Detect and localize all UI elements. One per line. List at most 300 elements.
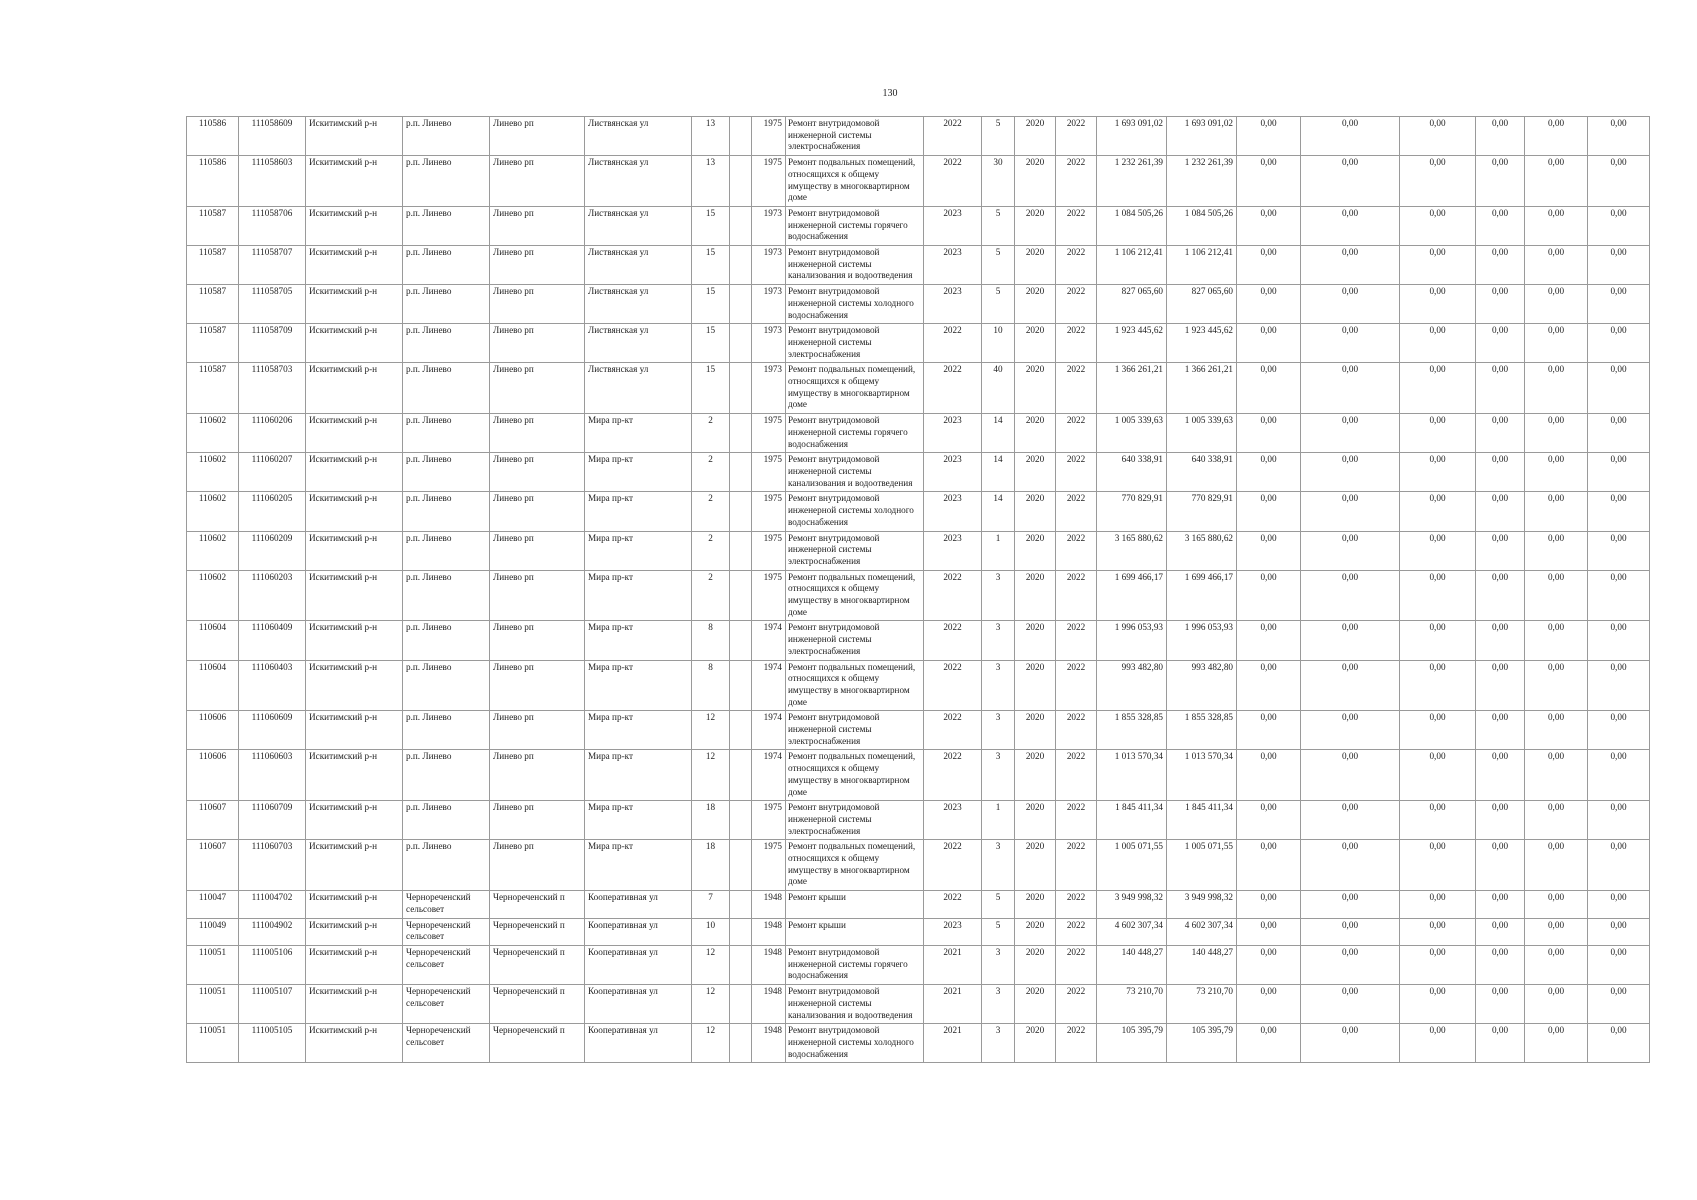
value-cell: 0,00 [1525, 156, 1588, 207]
value-cell: 0,00 [1301, 985, 1400, 1024]
count-cell: 10 [982, 324, 1015, 363]
empty-cell [730, 660, 752, 711]
value-cell: 0,00 [1525, 414, 1588, 453]
value-cell: 0,00 [1301, 117, 1400, 156]
district-cell: Искитимский р-н [306, 156, 403, 207]
street-cell: Мира пр-кт [585, 660, 692, 711]
build-year-cell: 1975 [752, 117, 786, 156]
plan-year-cell: 2023 [924, 453, 982, 492]
value-cell: 0,00 [1400, 117, 1476, 156]
table-row [187, 363, 1650, 414]
count-cell: 14 [982, 453, 1015, 492]
table-row [187, 492, 1650, 531]
object-id-cell: 110587 [187, 324, 239, 363]
empty-cell [730, 1024, 752, 1063]
plan-year-cell: 2023 [924, 285, 982, 324]
value-cell: 0,00 [1588, 985, 1650, 1024]
work-code-cell: 111058609 [239, 117, 306, 156]
value-cell: 0,00 [1400, 918, 1476, 945]
total-cost-cell: 827 065,60 [1097, 285, 1167, 324]
work-type-cell: Ремонт внутридомовой инженерной системы горячего водоснабжения [786, 946, 924, 985]
value-cell: 0,00 [1525, 531, 1588, 570]
empty-cell [730, 621, 752, 660]
street-cell: Мира пр-кт [585, 570, 692, 621]
house-number-cell: 18 [692, 840, 730, 891]
value-cell: 0,00 [1400, 946, 1476, 985]
settlement-cell: р.п. Линево [403, 285, 490, 324]
value-cell: 0,00 [1525, 621, 1588, 660]
value-cell: 0,00 [1588, 531, 1650, 570]
street-cell: Кооперативная ул [585, 1024, 692, 1063]
street-cell: Мира пр-кт [585, 621, 692, 660]
value-cell: 0,00 [1525, 492, 1588, 531]
locality-cell: Линево рп [490, 324, 585, 363]
district-cell: Искитимский р-н [306, 985, 403, 1024]
work-code-cell: 111058705 [239, 285, 306, 324]
value-cell: 0,00 [1525, 750, 1588, 801]
locality-cell: Линево рп [490, 621, 585, 660]
value-cell: 0,00 [1476, 621, 1525, 660]
work-code-cell: 111060203 [239, 570, 306, 621]
value-cell: 0,00 [1525, 1024, 1588, 1063]
street-cell: Листвянская ул [585, 156, 692, 207]
plan-year-cell: 2022 [924, 363, 982, 414]
period-end-cell: 2022 [1056, 918, 1097, 945]
work-type-cell: Ремонт подвальных помещений, относящихся к общему имуществу в многоквартирном доме [786, 660, 924, 711]
total-cost-cell: 105 395,79 [1097, 1024, 1167, 1063]
value-cell: 0,00 [1237, 801, 1301, 840]
street-cell: Мира пр-кт [585, 492, 692, 531]
count-cell: 40 [982, 363, 1015, 414]
value-cell: 0,00 [1301, 660, 1400, 711]
build-year-cell: 1973 [752, 206, 786, 245]
district-cell: Искитимский р-н [306, 285, 403, 324]
value-cell: 0,00 [1400, 206, 1476, 245]
district-cell: Искитимский р-н [306, 750, 403, 801]
period-start-cell: 2020 [1015, 492, 1056, 531]
locality-cell: Линево рп [490, 660, 585, 711]
locality-cell: Линево рп [490, 750, 585, 801]
locality-cell: Чернореченский п [490, 891, 585, 918]
period-start-cell: 2020 [1015, 531, 1056, 570]
period-end-cell: 2022 [1056, 414, 1097, 453]
build-year-cell: 1975 [752, 492, 786, 531]
total-cost-cell: 993 482,80 [1097, 660, 1167, 711]
plan-year-cell: 2022 [924, 660, 982, 711]
value-cell: 0,00 [1476, 156, 1525, 207]
period-end-cell: 2022 [1056, 1024, 1097, 1063]
work-type-cell: Ремонт внутридомовой инженерной системы электроснабжения [786, 621, 924, 660]
work-code-cell: 111058603 [239, 156, 306, 207]
settlement-cell: Чернореченский сельсовет [403, 1024, 490, 1063]
value-cell: 0,00 [1237, 492, 1301, 531]
house-number-cell: 2 [692, 531, 730, 570]
value-cell: 0,00 [1237, 750, 1301, 801]
value-cell: 0,00 [1400, 801, 1476, 840]
count-cell: 3 [982, 750, 1015, 801]
object-id-cell: 110602 [187, 570, 239, 621]
table-row [187, 711, 1650, 750]
value-cell: 0,00 [1588, 414, 1650, 453]
settlement-cell: р.п. Линево [403, 206, 490, 245]
table-row [187, 840, 1650, 891]
table-row [187, 414, 1650, 453]
value-cell: 0,00 [1476, 531, 1525, 570]
empty-cell [730, 891, 752, 918]
district-cell: Искитимский р-н [306, 1024, 403, 1063]
work-code-cell: 111058707 [239, 246, 306, 285]
value-cell: 0,00 [1588, 840, 1650, 891]
count-cell: 3 [982, 570, 1015, 621]
settlement-cell: р.п. Линево [403, 117, 490, 156]
value-cell: 0,00 [1476, 453, 1525, 492]
district-cell: Искитимский р-н [306, 840, 403, 891]
value-cell: 0,00 [1588, 750, 1650, 801]
object-id-cell: 110606 [187, 750, 239, 801]
period-start-cell: 2020 [1015, 363, 1056, 414]
total-cost-cell: 1 232 261,39 [1097, 156, 1167, 207]
object-id-cell: 110602 [187, 414, 239, 453]
build-year-cell: 1974 [752, 621, 786, 660]
plan-year-cell: 2023 [924, 918, 982, 945]
value-cell: 0,00 [1237, 946, 1301, 985]
period-end-cell: 2022 [1056, 660, 1097, 711]
plan-year-cell: 2022 [924, 156, 982, 207]
plan-year-cell: 2022 [924, 621, 982, 660]
period-end-cell: 2022 [1056, 621, 1097, 660]
value-cell: 0,00 [1476, 363, 1525, 414]
value-cell: 0,00 [1588, 285, 1650, 324]
value-cell: 0,00 [1237, 840, 1301, 891]
period-start-cell: 2020 [1015, 985, 1056, 1024]
house-number-cell: 7 [692, 891, 730, 918]
work-type-cell: Ремонт внутридомовой инженерной системы канализования и водоотведения [786, 246, 924, 285]
count-cell: 14 [982, 492, 1015, 531]
period-start-cell: 2020 [1015, 891, 1056, 918]
empty-cell [730, 363, 752, 414]
locality-cell: Линево рп [490, 156, 585, 207]
street-cell: Кооперативная ул [585, 946, 692, 985]
value-cell: 0,00 [1301, 946, 1400, 985]
object-id-cell: 110051 [187, 946, 239, 985]
fund-cost-cell: 1 693 091,02 [1167, 117, 1237, 156]
work-type-cell: Ремонт подвальных помещений, относящихся к общему имуществу в многоквартирном доме [786, 570, 924, 621]
plan-year-cell: 2022 [924, 711, 982, 750]
plan-year-cell: 2023 [924, 414, 982, 453]
empty-cell [730, 711, 752, 750]
district-cell: Искитимский р-н [306, 531, 403, 570]
value-cell: 0,00 [1588, 801, 1650, 840]
period-end-cell: 2022 [1056, 492, 1097, 531]
value-cell: 0,00 [1301, 840, 1400, 891]
period-start-cell: 2020 [1015, 1024, 1056, 1063]
period-end-cell: 2022 [1056, 711, 1097, 750]
work-code-cell: 111060403 [239, 660, 306, 711]
district-cell: Искитимский р-н [306, 492, 403, 531]
value-cell: 0,00 [1476, 891, 1525, 918]
empty-cell [730, 840, 752, 891]
value-cell: 0,00 [1301, 156, 1400, 207]
table-row [187, 946, 1650, 985]
plan-year-cell: 2023 [924, 531, 982, 570]
plan-year-cell: 2022 [924, 570, 982, 621]
build-year-cell: 1975 [752, 840, 786, 891]
period-end-cell: 2022 [1056, 840, 1097, 891]
settlement-cell: Чернореченский сельсовет [403, 985, 490, 1024]
build-year-cell: 1973 [752, 324, 786, 363]
table-row [187, 801, 1650, 840]
house-number-cell: 2 [692, 570, 730, 621]
fund-cost-cell: 1 084 505,26 [1167, 206, 1237, 245]
empty-cell [730, 918, 752, 945]
object-id-cell: 110606 [187, 711, 239, 750]
fund-cost-cell: 1 106 212,41 [1167, 246, 1237, 285]
value-cell: 0,00 [1476, 246, 1525, 285]
house-number-cell: 2 [692, 492, 730, 531]
settlement-cell: р.п. Линево [403, 621, 490, 660]
table-row [187, 570, 1650, 621]
street-cell: Кооперативная ул [585, 891, 692, 918]
value-cell: 0,00 [1301, 891, 1400, 918]
plan-year-cell: 2021 [924, 946, 982, 985]
total-cost-cell: 1 005 339,63 [1097, 414, 1167, 453]
fund-cost-cell: 3 949 998,32 [1167, 891, 1237, 918]
period-start-cell: 2020 [1015, 453, 1056, 492]
fund-cost-cell: 640 338,91 [1167, 453, 1237, 492]
object-id-cell: 110587 [187, 363, 239, 414]
period-start-cell: 2020 [1015, 918, 1056, 945]
house-number-cell: 13 [692, 117, 730, 156]
empty-cell [730, 453, 752, 492]
total-cost-cell: 1 855 328,85 [1097, 711, 1167, 750]
value-cell: 0,00 [1237, 660, 1301, 711]
street-cell: Листвянская ул [585, 206, 692, 245]
value-cell: 0,00 [1237, 621, 1301, 660]
locality-cell: Линево рп [490, 453, 585, 492]
count-cell: 5 [982, 891, 1015, 918]
value-cell: 0,00 [1237, 246, 1301, 285]
total-cost-cell: 1 013 570,34 [1097, 750, 1167, 801]
count-cell: 14 [982, 414, 1015, 453]
total-cost-cell: 73 210,70 [1097, 985, 1167, 1024]
object-id-cell: 110587 [187, 246, 239, 285]
work-type-cell: Ремонт внутридомовой инженерной системы электроснабжения [786, 711, 924, 750]
locality-cell: Чернореченский п [490, 918, 585, 945]
total-cost-cell: 1 005 071,55 [1097, 840, 1167, 891]
value-cell: 0,00 [1525, 801, 1588, 840]
locality-cell: Линево рп [490, 414, 585, 453]
plan-year-cell: 2022 [924, 324, 982, 363]
work-code-cell: 111060209 [239, 531, 306, 570]
empty-cell [730, 985, 752, 1024]
build-year-cell: 1975 [752, 570, 786, 621]
locality-cell: Чернореченский п [490, 1024, 585, 1063]
fund-cost-cell: 827 065,60 [1167, 285, 1237, 324]
plan-year-cell: 2023 [924, 492, 982, 531]
work-type-cell: Ремонт внутридомовой инженерной системы канализования и водоотведения [786, 453, 924, 492]
value-cell: 0,00 [1400, 711, 1476, 750]
house-number-cell: 15 [692, 324, 730, 363]
house-number-cell: 15 [692, 285, 730, 324]
value-cell: 0,00 [1237, 453, 1301, 492]
value-cell: 0,00 [1400, 570, 1476, 621]
value-cell: 0,00 [1301, 801, 1400, 840]
work-type-cell: Ремонт подвальных помещений, относящихся к общему имуществу в многоквартирном доме [786, 840, 924, 891]
work-type-cell: Ремонт крыши [786, 918, 924, 945]
value-cell: 0,00 [1588, 324, 1650, 363]
period-start-cell: 2020 [1015, 414, 1056, 453]
value-cell: 0,00 [1301, 711, 1400, 750]
period-start-cell: 2020 [1015, 246, 1056, 285]
house-number-cell: 13 [692, 156, 730, 207]
settlement-cell: р.п. Линево [403, 453, 490, 492]
fund-cost-cell: 73 210,70 [1167, 985, 1237, 1024]
fund-cost-cell: 993 482,80 [1167, 660, 1237, 711]
build-year-cell: 1948 [752, 891, 786, 918]
work-type-cell: Ремонт внутридомовой инженерной системы холодного водоснабжения [786, 492, 924, 531]
period-start-cell: 2020 [1015, 621, 1056, 660]
street-cell: Кооперативная ул [585, 985, 692, 1024]
period-end-cell: 2022 [1056, 453, 1097, 492]
value-cell: 0,00 [1525, 117, 1588, 156]
table-row [187, 531, 1650, 570]
locality-cell: Линево рп [490, 285, 585, 324]
street-cell: Мира пр-кт [585, 801, 692, 840]
value-cell: 0,00 [1237, 1024, 1301, 1063]
value-cell: 0,00 [1400, 985, 1476, 1024]
value-cell: 0,00 [1525, 453, 1588, 492]
locality-cell: Линево рп [490, 492, 585, 531]
value-cell: 0,00 [1588, 946, 1650, 985]
street-cell: Кооперативная ул [585, 918, 692, 945]
value-cell: 0,00 [1400, 156, 1476, 207]
build-year-cell: 1948 [752, 918, 786, 945]
fund-cost-cell: 1 366 261,21 [1167, 363, 1237, 414]
value-cell: 0,00 [1237, 363, 1301, 414]
value-cell: 0,00 [1525, 363, 1588, 414]
work-type-cell: Ремонт крыши [786, 891, 924, 918]
work-code-cell: 111060703 [239, 840, 306, 891]
value-cell: 0,00 [1588, 492, 1650, 531]
value-cell: 0,00 [1476, 324, 1525, 363]
total-cost-cell: 4 602 307,34 [1097, 918, 1167, 945]
value-cell: 0,00 [1525, 918, 1588, 945]
street-cell: Листвянская ул [585, 285, 692, 324]
count-cell: 3 [982, 985, 1015, 1024]
settlement-cell: р.п. Линево [403, 531, 490, 570]
value-cell: 0,00 [1237, 285, 1301, 324]
count-cell: 3 [982, 946, 1015, 985]
total-cost-cell: 140 448,27 [1097, 946, 1167, 985]
build-year-cell: 1948 [752, 985, 786, 1024]
period-start-cell: 2020 [1015, 840, 1056, 891]
value-cell: 0,00 [1301, 918, 1400, 945]
count-cell: 3 [982, 711, 1015, 750]
value-cell: 0,00 [1400, 660, 1476, 711]
street-cell: Мира пр-кт [585, 453, 692, 492]
value-cell: 0,00 [1301, 206, 1400, 245]
value-cell: 0,00 [1237, 156, 1301, 207]
work-type-cell: Ремонт внутридомовой инженерной системы холодного водоснабжения [786, 285, 924, 324]
work-code-cell: 111004902 [239, 918, 306, 945]
value-cell: 0,00 [1400, 246, 1476, 285]
plan-year-cell: 2022 [924, 840, 982, 891]
value-cell: 0,00 [1400, 840, 1476, 891]
plan-year-cell: 2022 [924, 891, 982, 918]
value-cell: 0,00 [1237, 711, 1301, 750]
value-cell: 0,00 [1525, 711, 1588, 750]
build-year-cell: 1975 [752, 801, 786, 840]
fund-cost-cell: 140 448,27 [1167, 946, 1237, 985]
total-cost-cell: 770 829,91 [1097, 492, 1167, 531]
value-cell: 0,00 [1476, 711, 1525, 750]
street-cell: Мира пр-кт [585, 531, 692, 570]
value-cell: 0,00 [1400, 453, 1476, 492]
empty-cell [730, 156, 752, 207]
house-number-cell: 12 [692, 750, 730, 801]
object-id-cell: 110049 [187, 918, 239, 945]
district-cell: Искитимский р-н [306, 324, 403, 363]
value-cell: 0,00 [1301, 324, 1400, 363]
period-end-cell: 2022 [1056, 156, 1097, 207]
table-row [187, 453, 1650, 492]
empty-cell [730, 750, 752, 801]
house-number-cell: 10 [692, 918, 730, 945]
empty-cell [730, 946, 752, 985]
value-cell: 0,00 [1525, 660, 1588, 711]
house-number-cell: 15 [692, 246, 730, 285]
total-cost-cell: 1 366 261,21 [1097, 363, 1167, 414]
value-cell: 0,00 [1525, 985, 1588, 1024]
fund-cost-cell: 1 923 445,62 [1167, 324, 1237, 363]
object-id-cell: 110587 [187, 285, 239, 324]
value-cell: 0,00 [1301, 492, 1400, 531]
total-cost-cell: 1 106 212,41 [1097, 246, 1167, 285]
value-cell: 0,00 [1237, 206, 1301, 245]
value-cell: 0,00 [1525, 285, 1588, 324]
fund-cost-cell: 1 855 328,85 [1167, 711, 1237, 750]
house-number-cell: 2 [692, 414, 730, 453]
value-cell: 0,00 [1237, 570, 1301, 621]
district-cell: Искитимский р-н [306, 117, 403, 156]
fund-cost-cell: 1 845 411,34 [1167, 801, 1237, 840]
locality-cell: Чернореченский п [490, 946, 585, 985]
settlement-cell: Чернореченский сельсовет [403, 891, 490, 918]
value-cell: 0,00 [1476, 492, 1525, 531]
plan-year-cell: 2023 [924, 246, 982, 285]
value-cell: 0,00 [1237, 324, 1301, 363]
settlement-cell: р.п. Линево [403, 246, 490, 285]
object-id-cell: 110602 [187, 531, 239, 570]
table-row [187, 985, 1650, 1024]
settlement-cell: р.п. Линево [403, 156, 490, 207]
empty-cell [730, 117, 752, 156]
street-cell: Мира пр-кт [585, 711, 692, 750]
settlement-cell: р.п. Линево [403, 324, 490, 363]
plan-year-cell: 2022 [924, 750, 982, 801]
object-id-cell: 110587 [187, 206, 239, 245]
work-type-cell: Ремонт подвальных помещений, относящихся к общему имуществу в многоквартирном доме [786, 156, 924, 207]
settlement-cell: р.п. Линево [403, 711, 490, 750]
work-code-cell: 111058703 [239, 363, 306, 414]
street-cell: Мира пр-кт [585, 750, 692, 801]
locality-cell: Чернореченский п [490, 985, 585, 1024]
work-code-cell: 111060205 [239, 492, 306, 531]
table-body [187, 117, 1650, 1063]
value-cell: 0,00 [1476, 1024, 1525, 1063]
value-cell: 0,00 [1301, 750, 1400, 801]
empty-cell [730, 801, 752, 840]
